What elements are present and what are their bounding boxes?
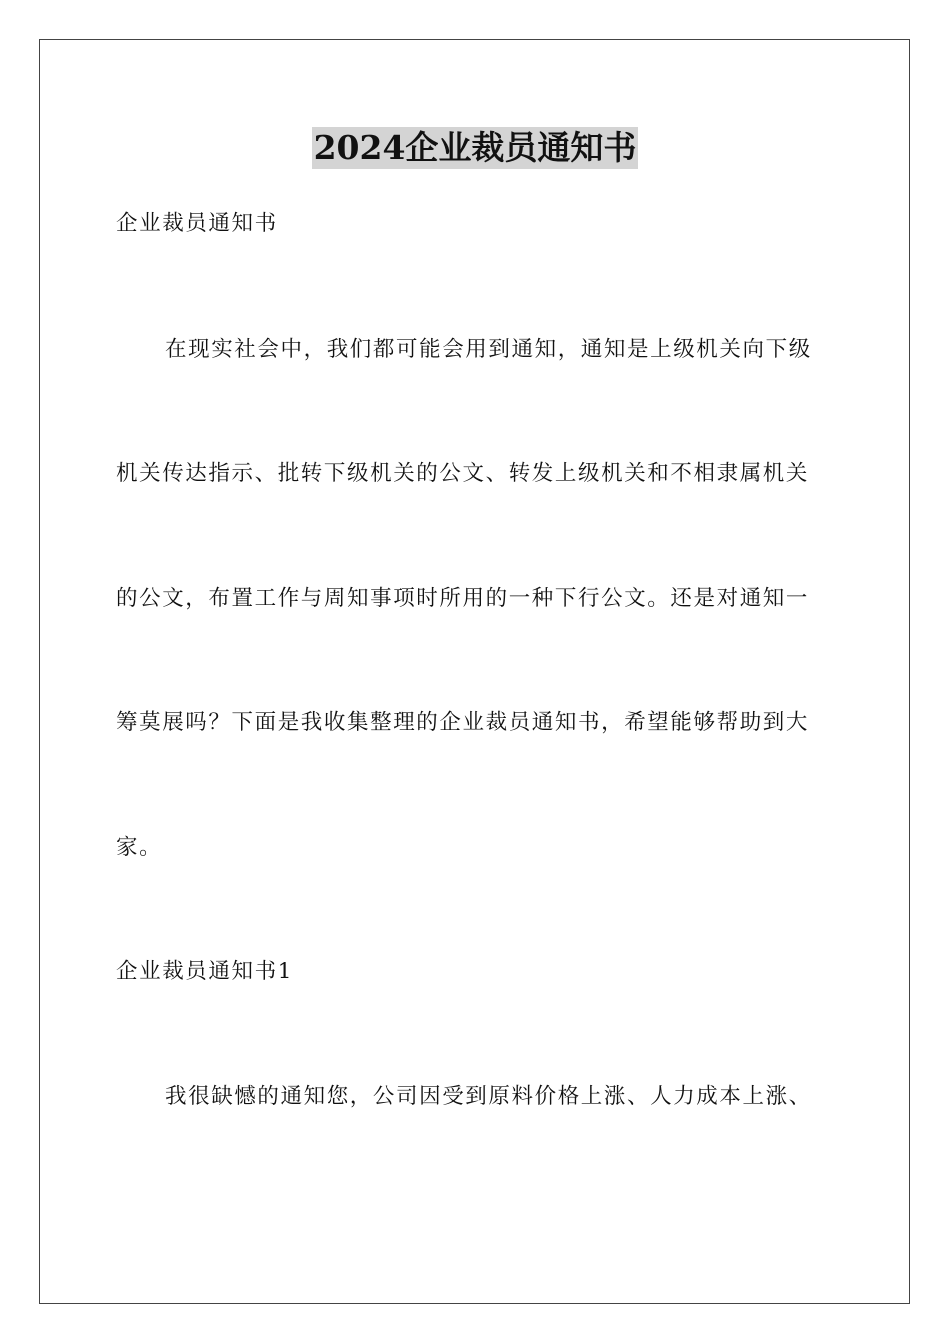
title-container	[0, 127, 950, 169]
document-title: 2024企业裁员通知书	[313, 128, 637, 167]
paragraph-line: 在现实社会中，我们都可能会用到通知，通知是上级机关向下级	[165, 337, 812, 362]
paragraph-line: 筹莫展吗？下面是我收集整理的企业裁员通知书，希望能够帮助到大	[116, 710, 810, 735]
paragraph-line: 的公文，布置工作与周知事项时所用的一种下行公文。还是对通知一	[116, 586, 810, 611]
paragraph-line: 机关传达指示、批转下级机关的公文、转发上级机关和不相隶属机关	[116, 461, 810, 486]
paragraph-line: 家。	[116, 835, 163, 860]
subtitle-line: 企业裁员通知书	[116, 211, 278, 236]
section-heading: 企业裁员通知书1	[116, 959, 293, 984]
paragraph-line: 我很缺憾的通知您，公司因受到原料价格上涨、人力成本上涨、	[165, 1084, 812, 1109]
